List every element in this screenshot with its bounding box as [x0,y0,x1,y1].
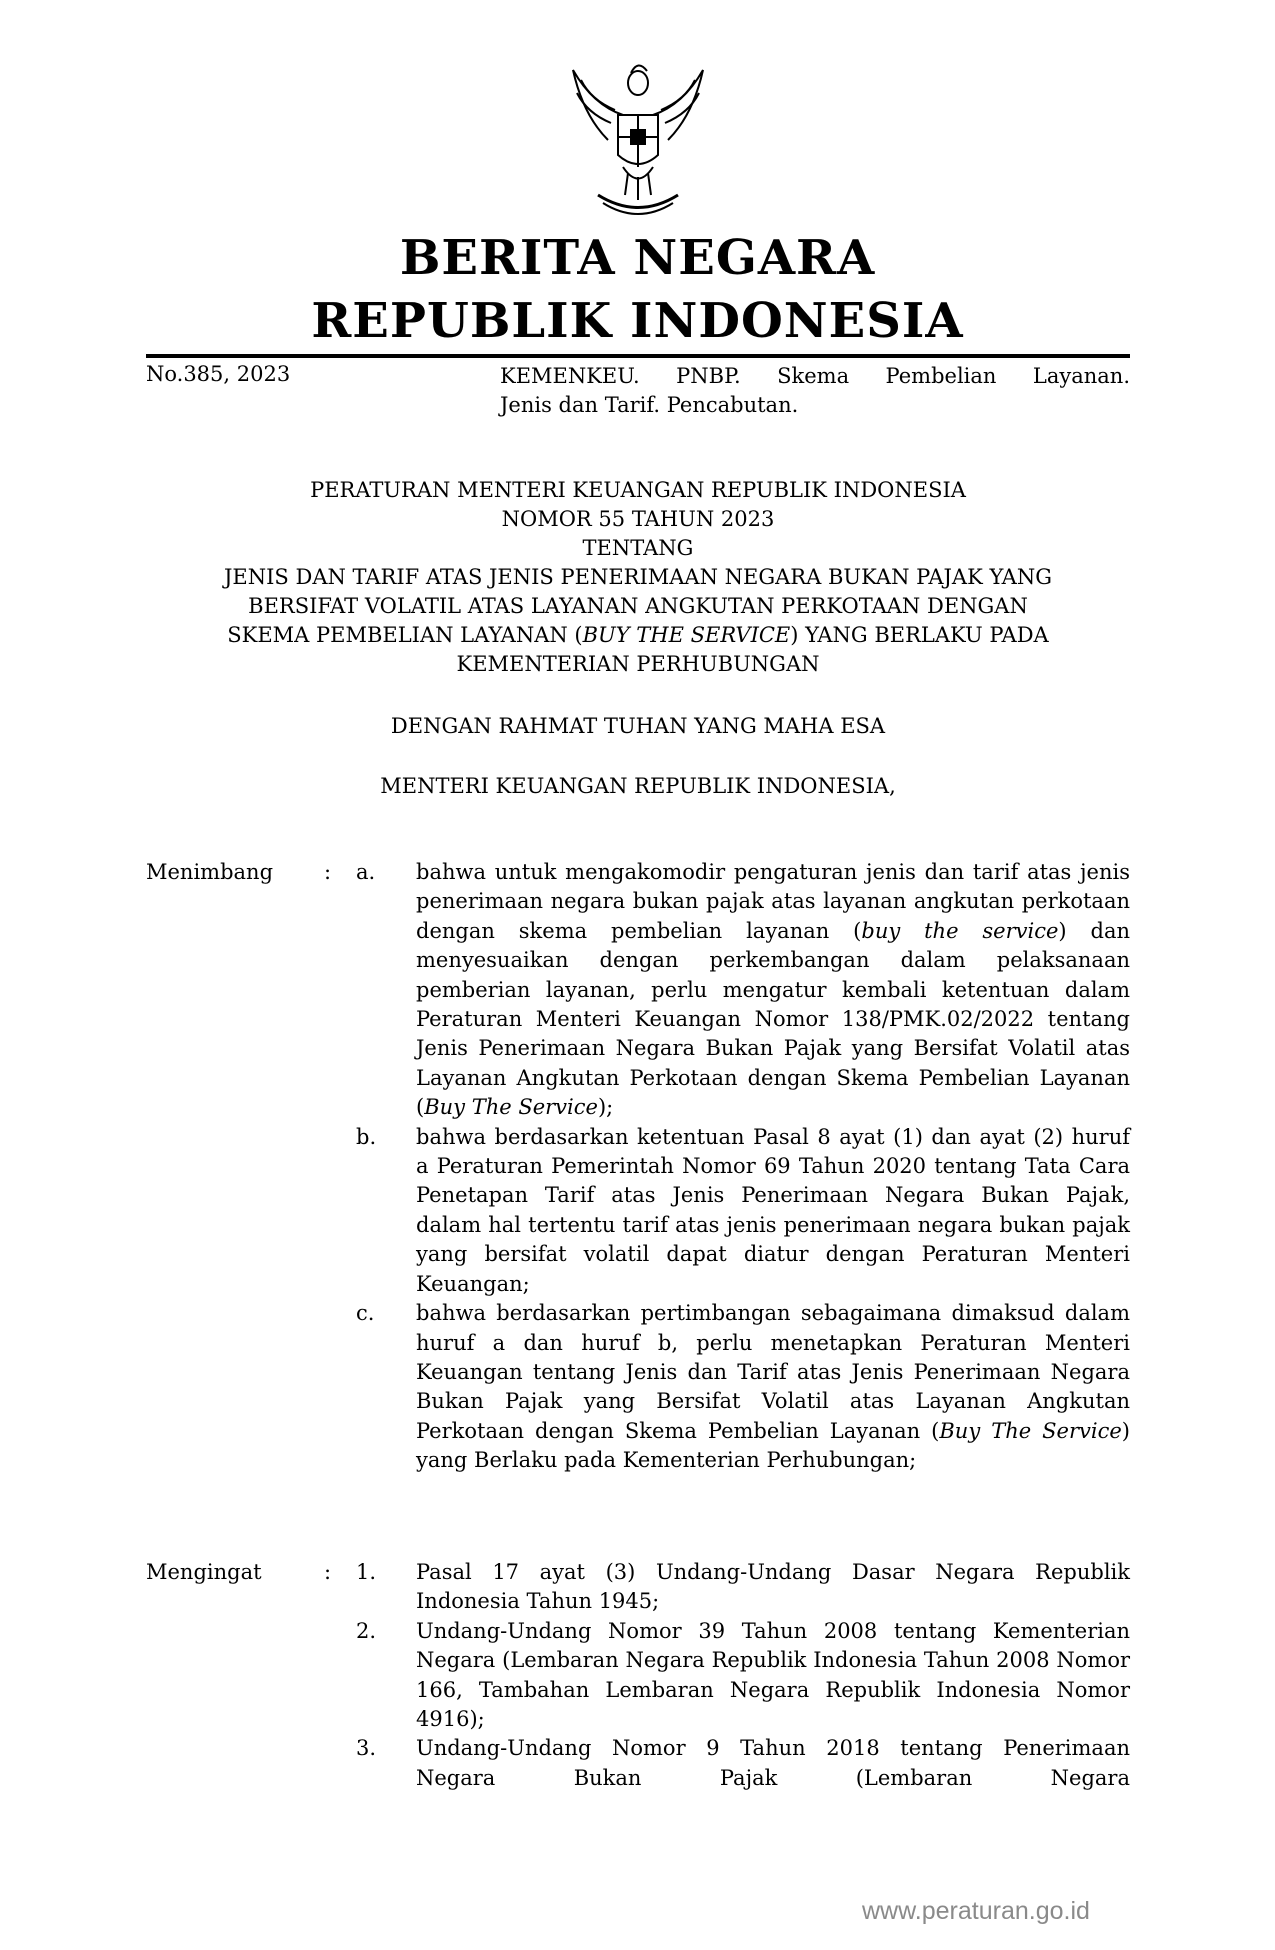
item-text: Undang-Undang Nomor 39 Tahun 2008 tentang Kementerian Negara (Lembaran Negara Republik Indonesia Tahun 2008 Nomor 166, Tambahan Lembaran Negara Republik Indonesia Nomor 4916); [416,1618,1130,1732]
list-item [146,1123,1130,1299]
section-colon: : [324,1560,332,1584]
item-text: Pasal 17 ayat (3) Undang-Undang Dasar Negara Republik Indonesia Tahun 1945; [416,1560,1130,1614]
item-marker: b. [356,1124,377,1149]
item-marker: 2. [356,1618,377,1643]
subject-line-1: KEMENKEU. PNBP. Skema Pembelian Layanan. [500,364,1130,388]
regulation-number: NOMOR 55 TAHUN 2023 [501,507,775,531]
item-text: bahwa berdasarkan pertimbangan sebagaimana dimaksud dalam huruf a dan huruf b, perlu menetapkan Peraturan Menteri Keuangan tentang Jenis dan Tarif atas Jenis Penerimaan Negara Bukan Pajak yang Bersifat Volatil atas Layanan Angkutan Perkotaan dengan Skema Pembelian Layanan (Buy The Service) yang Berlaku pada Kementerian Perhubungan; [416,1301,1130,1473]
header-divider [146,354,1130,358]
item-text: Undang-Undang Nomor 9 Tahun 2018 tentang Penerimaan Negara Bukan Pajak (Lembaran Negara [416,1736,1130,1790]
item-marker: 3. [356,1736,377,1761]
regulation-subject-2: BERSIFAT VOLATIL ATAS LAYANAN ANGKUTAN PERKOTAAN DENGAN [248,594,1028,618]
item-marker: c. [356,1301,375,1326]
mengingat-section [146,1558,1130,1793]
list-item [146,1617,1130,1735]
list-item [146,858,1130,1123]
regulation-about: TENTANG [582,536,694,560]
section-colon: : [324,860,332,884]
regulation-subject-3: SKEMA PEMBELIAN LAYANAN (BUY THE SERVICE) YANG BERLAKU PADA [227,623,1049,647]
regulation-subject-4: KEMENTERIAN PERHUBUNGAN [456,652,820,676]
item-marker: 1. [356,1560,377,1584]
italic-term: BUY THE SERVICE [582,623,791,647]
gazette-title: BERITA NEGARA [399,230,876,286]
watermark-link[interactable]: www.peraturan.go.id [862,1897,1090,1925]
regulation-subject-1: JENIS DAN TARIF ATAS JENIS PENERIMAAN NEGARA BUKAN PAJAK YANG [224,565,1052,589]
list-item [146,1558,1130,1617]
item-text: bahwa berdasarkan ketentuan Pasal 8 ayat (1) dan ayat (2) huruf a Peraturan Pemerintah Nomor 69 Tahun 2020 tentang Tata Cara Penetapan Tarif atas Jenis Penerimaan Negara Bukan Pajak, dalam hal tertentu tarif atas jenis penerimaan negara bukan pajak yang bersifat volatil dapat diatur dengan Peraturan Menteri Keuangan; [416,1124,1130,1296]
subject-line-2: Jenis dan Tarif. Pencabutan. [500,393,799,417]
regulation-heading [146,476,1130,679]
item-text: bahwa untuk mengakomodir pengaturan jenis dan tarif atas jenis penerimaan negara bukan pajak atas layanan angkutan perkotaan dengan skema pembelian layanan (buy the service) dan menyesuaikan dengan perkembangan dalam pelaksanaan pemberian layanan, perlu mengatur kembali ketentuan dalam Peraturan Menteri Keuangan Nomor 138/PMK.02/2022 tentang Jenis Penerimaan Negara Bukan Pajak yang Bersifat Volatil atas Layanan Angkutan Perkotaan dengan Skema Pembelian Layanan (Buy The Service); [416,860,1131,1120]
menimbang-section [146,858,1130,1476]
section-label: Menimbang [146,860,274,884]
gazette-subtitle: REPUBLIK INDONESIA [311,293,964,349]
garuda-emblem-icon [553,55,723,225]
section-label: Mengingat [146,1560,262,1584]
blessing-line: DENGAN RAHMAT TUHAN YANG MAHA ESA [390,714,886,738]
regulation-title: PERATURAN MENTERI KEUANGAN REPUBLIK INDONESIA [310,478,966,502]
gazette-number: No.385, 2023 [146,362,291,386]
item-marker: a. [356,860,376,884]
minister-line: MENTERI KEUANGAN REPUBLIK INDONESIA, [380,774,896,798]
list-item [146,1299,1130,1475]
gazette-subject [500,362,1130,420]
list-item [146,1734,1130,1793]
